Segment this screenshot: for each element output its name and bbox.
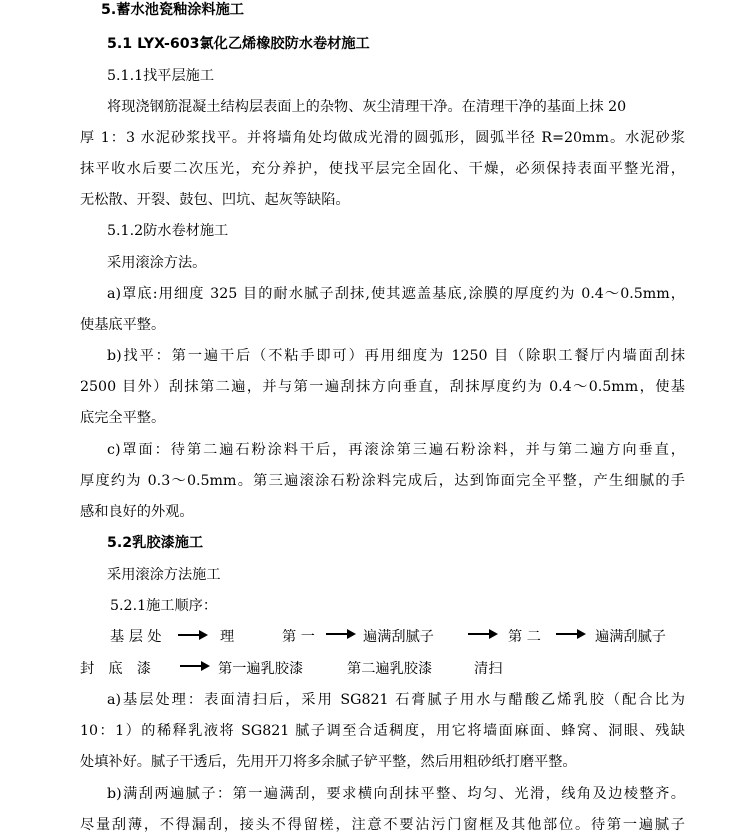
para-1-line-4: 无松散、开裂、鼓包、凹坑、起灰等缺陷。 <box>80 192 350 208</box>
flow-step-7: 封 底 漆 <box>80 661 151 677</box>
process-flow-row-2 <box>0 659 729 679</box>
para-a2-line-3: 处填补好。腻子干透后，先用开刀将多余腻子铲平整，然后用粗砂纸打磨平整。 <box>80 754 577 770</box>
flow-step-4: 遍满刮腻子 <box>363 629 434 645</box>
roll-method-text: 采用滚涂方法。 <box>107 255 207 271</box>
para-1-line-2: 厚 1：3 水泥砂浆找平。并将墙角处均做成光滑的圆弧形，圆弧半径 R=20mm。水泥砂浆 <box>80 130 685 146</box>
flow-step-5: 第 二 <box>508 629 541 645</box>
flow-step-2: 理 <box>220 629 235 645</box>
para-a-line-1: a)罩底:用细度 325 目的耐水腻子刮抹,使其遮盖基底,涂膜的厚度约为 0.4～0.5mm， <box>107 286 685 302</box>
para-c-line-3: 感和良好的外观。 <box>80 504 194 520</box>
arrow-icon <box>180 659 210 679</box>
flow-step-6: 遍满刮腻子 <box>595 629 666 645</box>
para-b-line-1: b)找平：第一遍干后（不粘手即可）再用细度为 1250 目（除职工餐厅内墙面刮抹 <box>107 348 685 364</box>
flow-step-3: 第 一 <box>282 629 315 645</box>
para-b-line-2: 2500 目外）刮抹第二遍，并与第一遍刮抹方向垂直，刮抹厚度约为 0.4～0.5mm，使基 <box>80 379 685 395</box>
flow-step-1: 基 层 处 <box>110 629 162 645</box>
section-5-2-heading: 5.2乳胶漆施工 <box>107 535 204 551</box>
arrow-icon <box>178 627 208 647</box>
para-b2-line-2: 尽量刮薄，不得漏刮，接头不得留槎，注意不要沾污门窗框及其他部位。待第一遍腻子 <box>80 817 685 833</box>
para-b2-line-1: b)满刮两遍腻子：第一遍满刮，要求横向刮抹平整、均匀、光滑，线角及边棱整齐。 <box>107 786 685 802</box>
flow-step-8: 第一遍乳胶漆 <box>218 661 304 677</box>
flow-step-9: 第二遍乳胶漆 <box>347 661 433 677</box>
para-1-line-3: 抹平收水后要二次压光，充分养护，使找平层完全固化、干燥，必须保持表面平整光滑， <box>80 161 685 177</box>
arrow-icon <box>326 627 356 647</box>
section-5-1-2-heading: 5.1.2防水卷材施工 <box>107 223 229 239</box>
arrow-icon <box>556 627 586 647</box>
roll-method-text-2: 采用滚涂方法施工 <box>107 567 221 583</box>
section-5-2-1-heading: 5.2.1施工顺序： <box>110 598 218 614</box>
para-c-line-1: c)罩面：待第二遍石粉涂料干后，再滚涂第三遍石粉涂料，并与第二遍方向垂直， <box>107 442 685 458</box>
section-5-1-heading: 5.1 LYX-603氯化乙烯橡胶防水卷材施工 <box>107 36 370 52</box>
para-a2-line-1: a)基层处理：表面清扫后，采用 SG821 石膏腻子用水与醋酸乙烯乳胶（配合比为 <box>107 692 685 708</box>
para-a2-line-2: 10：1）的稀释乳液将 SG821 腻子调至合适稠度，用它将墙面麻面、蜂窝、洞眼、残缺 <box>80 723 685 739</box>
para-a-line-2: 使基底平整。 <box>80 317 166 333</box>
para-c-line-2: 厚度约为 0.3～0.5mm。第三遍滚涂石粉涂料完成后，达到饰面完全平整，产生细腻的手 <box>80 473 685 489</box>
section-5-heading: 5.蓄水池瓷釉涂料施工 <box>101 2 244 18</box>
section-5-1-1-heading: 5.1.1找平层施工 <box>107 68 215 84</box>
process-flow-row-1 <box>0 627 729 647</box>
para-b-line-3: 底完全平整。 <box>80 410 166 426</box>
arrow-icon <box>468 627 498 647</box>
para-1-line-1: 将现浇钢筋混凝土结构层表面上的杂物、灰尘清理干净。在清理干净的基面上抹 20 <box>107 99 627 115</box>
flow-step-10: 清扫 <box>474 661 503 677</box>
